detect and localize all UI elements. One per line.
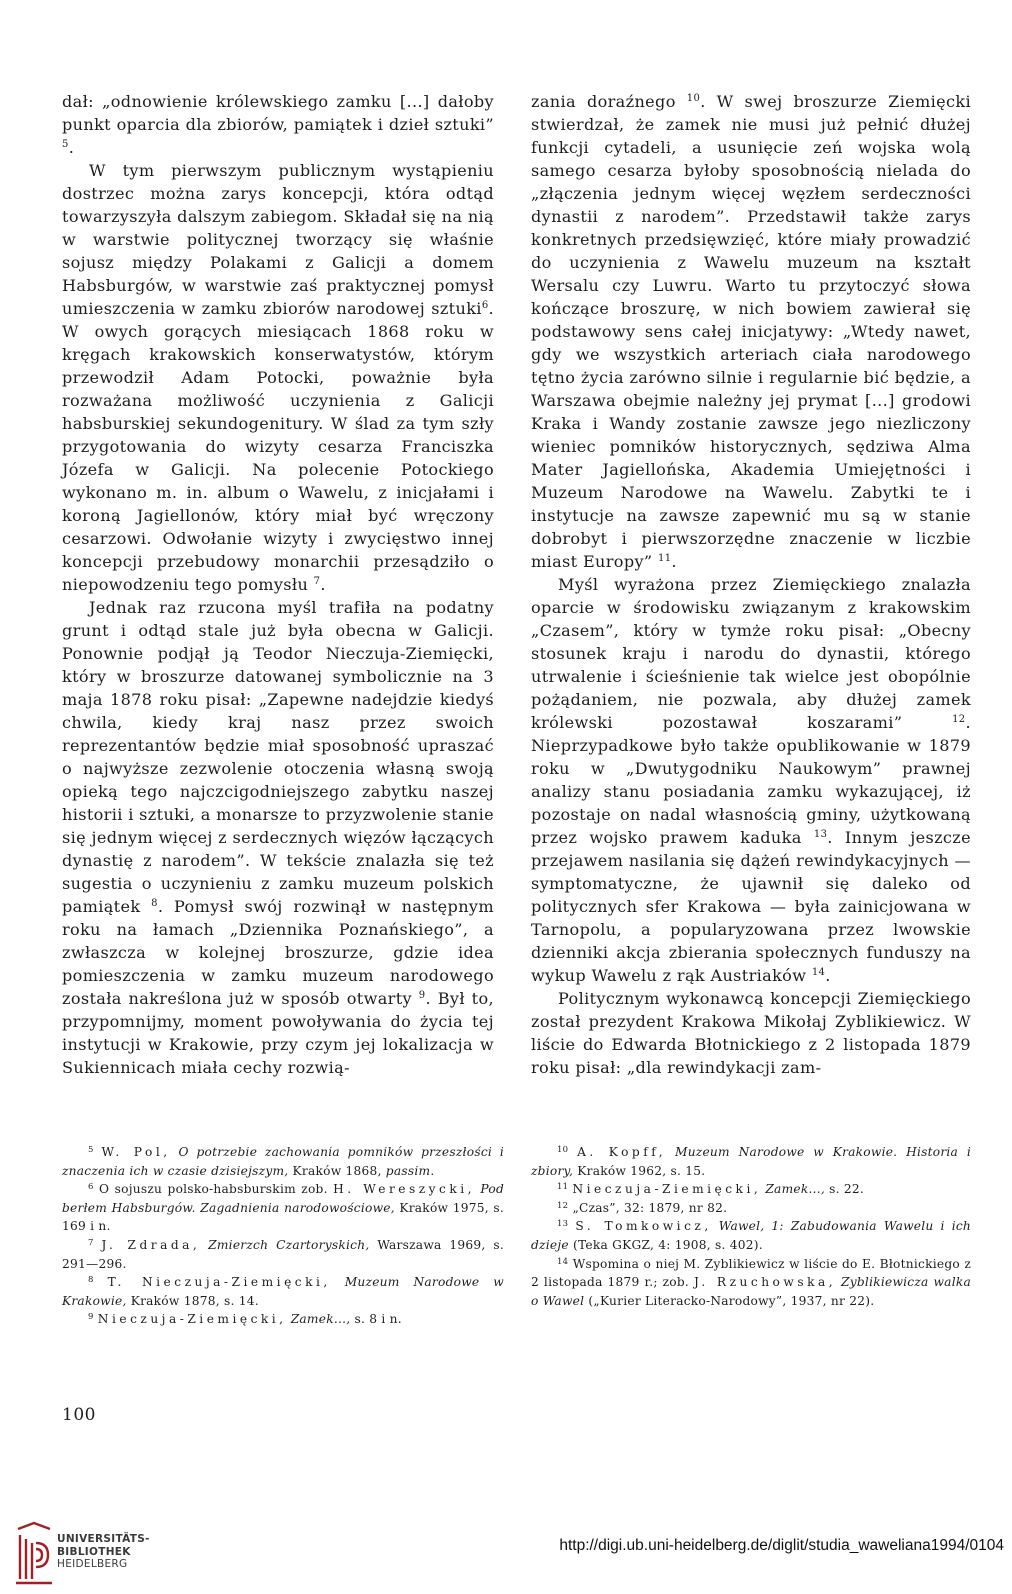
page-number: 100 xyxy=(62,1405,96,1425)
footnotes-right xyxy=(531,1143,971,1310)
footnote-ref[interactable]: 9 xyxy=(418,990,426,1001)
footnote-ref[interactable]: 14 xyxy=(811,967,826,978)
paragraph: Jednak raz rzucona myśl trafiła na podatny grunt i odtąd stale już była obecna w Galicji. Ponownie podjął ją Teodor Nieczuja-Ziemięcki, który w broszurze datowanej symbolicznie na 3 maja 1878 roku pisał: „Zapewne nadejdzie kiedyś chwila, kiedy kraj nasz przez swoich reprezentantów będzie miał sposobność upraszać o najwyższe zezwolenie otoczenia własną swoją opieką tego najczcigodniejszego zabytku naszej historii i sztuki, a monarsze to przyzwolenie stanie się jednym więcej z serdecznych więzów łączących dynastię z narodem”. W tekście znalazła się też sugestia o uczynieniu z zamku muzeum polskich pamiątek $^8$. Pomysł swój rozwinął w następnym roku na łamach „Dziennika Poznańskiego”, a zwłaszcza w kolejnej broszurze, gdzie idea pomieszczenia w zamku muzeum narodowego została nakreślona już w sposób otwarty $^9$. Był to, przypomnijmy, moment powoływania do życia tej instytucji w Krakowie, przy czym jej lokalizacja w Sukiennicach miała cechy rozwią- xyxy=(62,598,494,1077)
footnote-ref[interactable]: 8 xyxy=(151,898,158,909)
footnote: $^8$ T. Nieczuja-Ziemięcki, Muzeum Narodowe w Krakowie, Kraków 1878, s. 14. xyxy=(62,1275,504,1308)
footnote-ref[interactable]: 7 xyxy=(313,576,321,587)
footnote-ref[interactable]: 12 xyxy=(952,714,966,725)
body-column-right xyxy=(531,90,971,1079)
footnote: $^7$ J. Zdrada, Zmierzch Czartoryskich, Warszawa 1969, s. 291—296. xyxy=(62,1237,505,1271)
footnote: $^9$ Nieczuja-Ziemięcki, Zamek..., s. 8 i n. xyxy=(88,1312,402,1327)
footnote: $^5$ W. Pol, O potrzebie zachowania pomników przeszłości i znaczenia ich w czasie dzisiejszym, Kraków 1868, passim. xyxy=(62,1145,505,1178)
source-url[interactable]: http://digi.ub.uni-heidelberg.de/diglit/studia_waweliana1994/0104 xyxy=(559,1537,1004,1554)
paragraph: zania doraźnego $^{10}$. W swej broszurze Ziemięcki stwierdzał, że zamek nie musi już pełnić dłużej funkcji cytadeli, a usunięcie zeń wojska wolą samego cesarza byłoby sposobnością nielada do „złączenia jednym więcej węzłem serdeczności dynastii z narodem”. Przedstawił także zarys konkretnych przedsięwzięć, które miały prowadzić do uczynienia z Wawelu muzeum na kształt Wersalu czy Luwru. Warto tu przytoczyć słowa kończące broszurę, w nich bowiem zawierał się podstawowy sens całej inicjatywy: „Wtedy nawet, gdy we wszystkich arteriach ciała narodowego tętno życia zarówno silnie i regularnie bić będzie, a Warszawa obejmie należny jej prymat [...] grodowi Kraka i Wandy zostanie zawsze jego niezliczony wieniec pomników historycznych, sędziwa Alma Mater Jagiellońska, Akademia Umiejętności i Muzeum Narodowe na Wawelu. Zabytki te i instytucje na zawsze zapewnić mu są w stanie dobrobyt i pierwszorzędne znaczenie w liczbie miast Europy” $^{11}$. xyxy=(531,92,972,571)
footnote: $^6$ O sojuszu polsko-habsburskim zob. H. Wereszycki, Pod berłem Habsburgów. Zagadnienia narodowościowe, Kraków 1975, s. 169 i n. xyxy=(62,1182,505,1234)
footnote: $^{12}$ „Czas”, 32: 1879, nr 82. xyxy=(557,1200,728,1215)
footnote-ref[interactable]: 10 xyxy=(686,93,701,104)
footnote-ref[interactable]: 13 xyxy=(813,829,828,840)
paragraph: W tym pierwszym publicznym wystąpieniu dostrzec można zarys koncepcji, która odtąd towarzyszyła dalszym zabiegom. Składał się na nią w warstwie politycznej tworzący się właśnie sojusz między Polakami z Galicji a domem Habsburgów, w warstwie zaś praktycznej pomysł umieszczenia w zamku zbiorów narodowej sztuki$^6$. W owych gorących miesiącach 1868 roku w kręgach krakowskich konserwatystów, którym przewodził Adam Potocki, poważnie była rozważana możliwość uczynienia z Galicji habsburskiej sekundogenitury. W ślad za tym szły przygotowania do wizyty cesarza Franciszka Józefa w Galicji. Na polecenie Potockiego wykonano m. in. album o Wawelu, z inicjałami i koroną Jagiellonów, który miał być wręczony cesarzowi. Odwołanie wizyty i zwycięstwo innej koncepcji przebudowy monarchii przesądziło o niepowodzeniu tego pomysłu $^7$. xyxy=(62,161,494,594)
paragraph: Myśl wyrażona przez Ziemięckiego znalazła oparcie w środowisku związanym z krakowskim „Czasem”, który w tymże roku pisał: „Obecny stosunek kraju i narodu do dynastii, którego utrwalenie i ścieśnienie tak wielce jest obopólnie pożądaniem, nie pozwala, aby dłużej zamek królewski pozostawał koszarami” $^{12}$. Nieprzypadkowe było także opublikowanie w 1879 roku w „Dwutygodniku Naukowym” prawnej analizy stanu posiadania zamku wykazującej, iż pozostaje on nadal własnością gminy, użytkowaną przez wojsko prawem kaduka $^{13}$. Innym jeszcze przejawem nasilania się dążeń rewindykacyjnych — symptomatyczne, że ujawnił się daleko od politycznych sfer Krakowa — była zainicjowana w Tarnopolu, a popularyzowana przez lwowskie dzienniki akcja zbierania społecznych funduszy na wykup Wawelu z rąk Austriaków $^{14}$. xyxy=(531,575,971,985)
ub-heidelberg-logo-icon[interactable] xyxy=(14,1521,54,1585)
footnotes-left xyxy=(62,1143,504,1329)
footnote: $^{13}$ S. Tomkowicz, Wawel, 1: Zabudowania Wawelu i ich dzieje (Teka GKGZ, 4: 1908, s. 402). xyxy=(531,1219,972,1252)
paragraph: dał: „odnowienie królewskiego zamku [...] dałoby punkt oparcia dla zbiorów, pamiątek i dzieł sztuki” $^5$. xyxy=(62,92,494,157)
footnote-ref[interactable]: 6 xyxy=(481,300,489,311)
footnote: $^{11}$ Nieczuja-Ziemięcki, Zamek..., s. 22. xyxy=(557,1182,864,1197)
body-column-left xyxy=(62,90,494,1079)
footnote-ref[interactable]: 11 xyxy=(657,553,672,564)
paragraph: Politycznym wykonawcą koncepcji Ziemięckiego został prezydent Krakowa Mikołaj Zyblikiewicz. W liście do Edwarda Błotnickiego z 2 listopada 1879 roku pisał: „dla rewindykacji zam- xyxy=(531,989,971,1077)
library-name: UNIVERSITÄTS- BIBLIOTHEK HEIDELBERG xyxy=(57,1533,150,1570)
footnote: $^{10}$ A. Kopff, Muzeum Narodowe w Krakowie. Historia i zbiory, Kraków 1962, s. 15. xyxy=(531,1145,971,1178)
footnote: $^{14}$ Wspomina o niej M. Zyblikiewicz w liście do E. Błotnickiego z 2 listopada 1879 r.; zob. J. Rzuchowska, Zyblikiewicza walka o Wawel („Kurier Literacko-Narodowy”, 1937, nr 22). xyxy=(531,1256,971,1308)
footnote-ref[interactable]: 5 xyxy=(62,139,69,150)
